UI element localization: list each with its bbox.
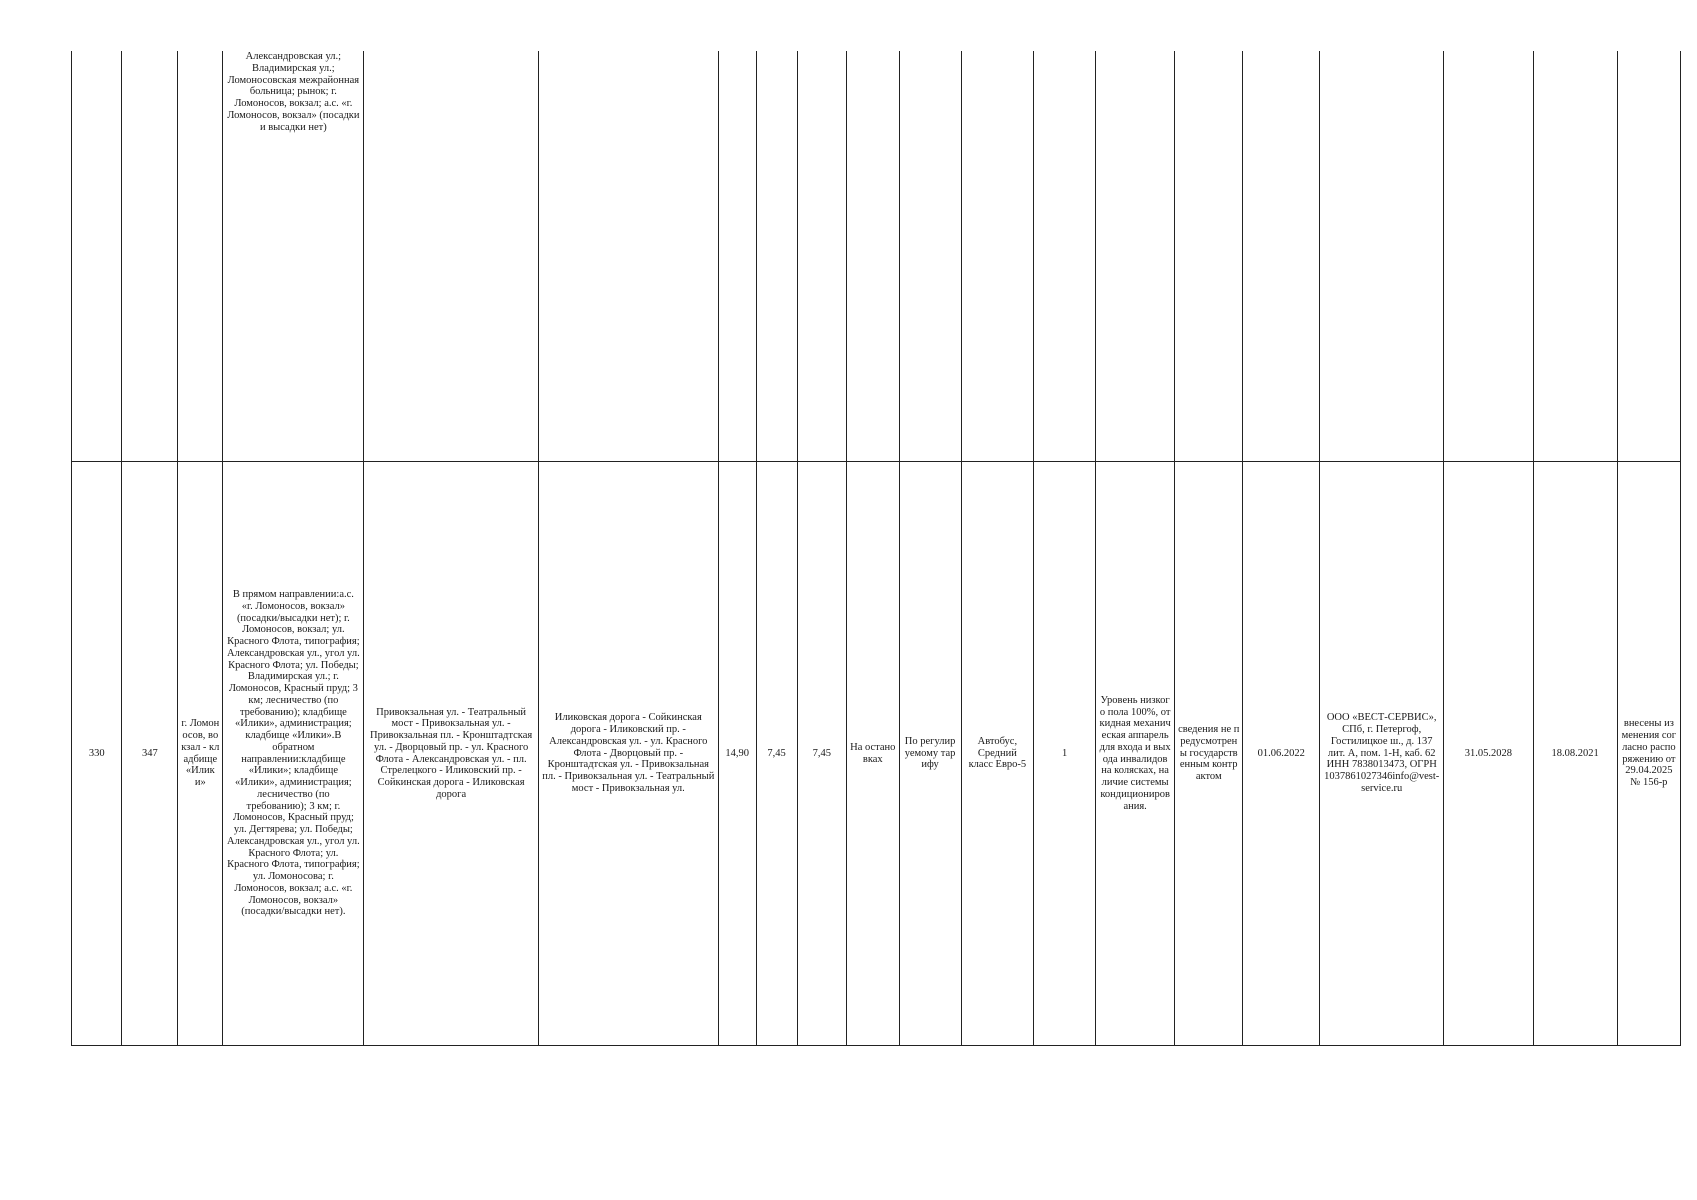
cell-streets-forward <box>364 51 539 462</box>
cell-carrier <box>1320 51 1444 462</box>
cell-length-forward: 7,45 <box>756 462 797 1046</box>
cell-streets-forward: Привокзальная ул. - Театральный мост - Привокзальная ул. - Привокзальная пл. - Кронштадтская ул. - Дворцовый пр. - ул. Красного Флота - Александровская ул. - пл. Стрелецкого - Иликовский пр. - Сойкинская дорога - Иликовская дорога <box>364 462 539 1046</box>
cell-vehicle-count <box>1034 51 1096 462</box>
cell-length-backward <box>797 51 846 462</box>
cell-streets-backward <box>538 51 718 462</box>
cell-reg-no: 330 <box>72 462 122 1046</box>
cell-reg-no <box>72 51 122 462</box>
cell-length-total <box>718 51 756 462</box>
cell-stops: Александровская ул.; Владимирская ул.; Ломоносовская межрайонная больница; рынок; г. Ломоносов, вокзал; а.с. «г. Ломоносов, вокзал» (посадки и высадки нет) <box>223 51 364 462</box>
cell-length-forward <box>756 51 797 462</box>
cell-end-date: 31.05.2028 <box>1444 462 1533 1046</box>
cell-route-no: 347 <box>122 462 178 1046</box>
table-row-330 <box>72 462 1681 1046</box>
cell-note <box>1617 51 1680 462</box>
cell-note: внесены изменения согласно распоряжению от 29.04.2025 № 156-р <box>1617 462 1680 1046</box>
cell-start-date: 01.06.2022 <box>1243 462 1320 1046</box>
cell-boarding <box>846 51 899 462</box>
cell-tariff <box>899 51 961 462</box>
cell-characteristics <box>1096 51 1175 462</box>
cell-route-name <box>178 51 223 462</box>
cell-end-date <box>1444 51 1533 462</box>
cell-change-date: 18.08.2021 <box>1533 462 1617 1046</box>
cell-vehicle <box>961 51 1034 462</box>
cell-contract-info <box>1175 51 1243 462</box>
cell-length-backward: 7,45 <box>797 462 846 1046</box>
cell-boarding: На остановках <box>846 462 899 1046</box>
cell-contract-info: сведения не предусмотрены государственным контрактом <box>1175 462 1243 1046</box>
cell-stops: В прямом направлении:а.с. «г. Ломоносов, вокзал» (посадки/высадки нет); г. Ломоносов, вокзал; ул. Красного Флота, типография; Александровская ул., угол ул. Красного Флота; ул. Победы; Владимирская ул.; г. Ломоносов, Красный пруд; 3 км; лесничество (по требованию); кладбище «Илики», администрация; кладбище «Илики».В обратном направлении:кладбище «Илики»; кладбище «Илики», администрация; лесничество (по требованию); 3 км; г. Ломоносов, Красный пруд; ул. Дегтярева; ул. Победы; Александровская ул., угол ул. Красного Флота; ул. Красного Флота, типография; ул. Ломоносова; г. Ломоносов, вокзал; а.с. «г. Ломоносов, вокзал» (посадки/высадки нет). <box>223 462 364 1046</box>
cell-change-date <box>1533 51 1617 462</box>
cell-streets-backward: Иликовская дорога - Сойкинская дорога - Иликовский пр. - Александровская ул. - ул. Красного Флота - Дворцовый пр. - Кронштадтская ул. - Привокзальная пл. - Привокзальная ул. - Театральный мост - Привокзальная ул. <box>538 462 718 1046</box>
routes-register-table <box>71 51 1681 1046</box>
cell-route-name: г. Ломоносов, вокзал - кладбище «Илики» <box>178 462 223 1046</box>
cell-characteristics: Уровень низкого пола 100%, откидная механическая аппарель для входа и выхода инвалидов на колясках, наличие системы кондиционирования. <box>1096 462 1175 1046</box>
cell-tariff: По регулируемому тарифу <box>899 462 961 1046</box>
cell-vehicle: Автобус, Средний класс Евро-5 <box>961 462 1034 1046</box>
cell-route-no <box>122 51 178 462</box>
cell-length-total: 14,90 <box>718 462 756 1046</box>
table-row-continuation <box>72 51 1681 462</box>
cell-carrier: ООО «ВЕСТ-СЕРВИС», СПб, г. Петергоф, Гостилицкое ш., д. 137 лит. А, пом. 1-Н, каб. 62 ИНН 7838013473, ОГРН 1037861027346info@vest-service.ru <box>1320 462 1444 1046</box>
cell-start-date <box>1243 51 1320 462</box>
cell-vehicle-count: 1 <box>1034 462 1096 1046</box>
